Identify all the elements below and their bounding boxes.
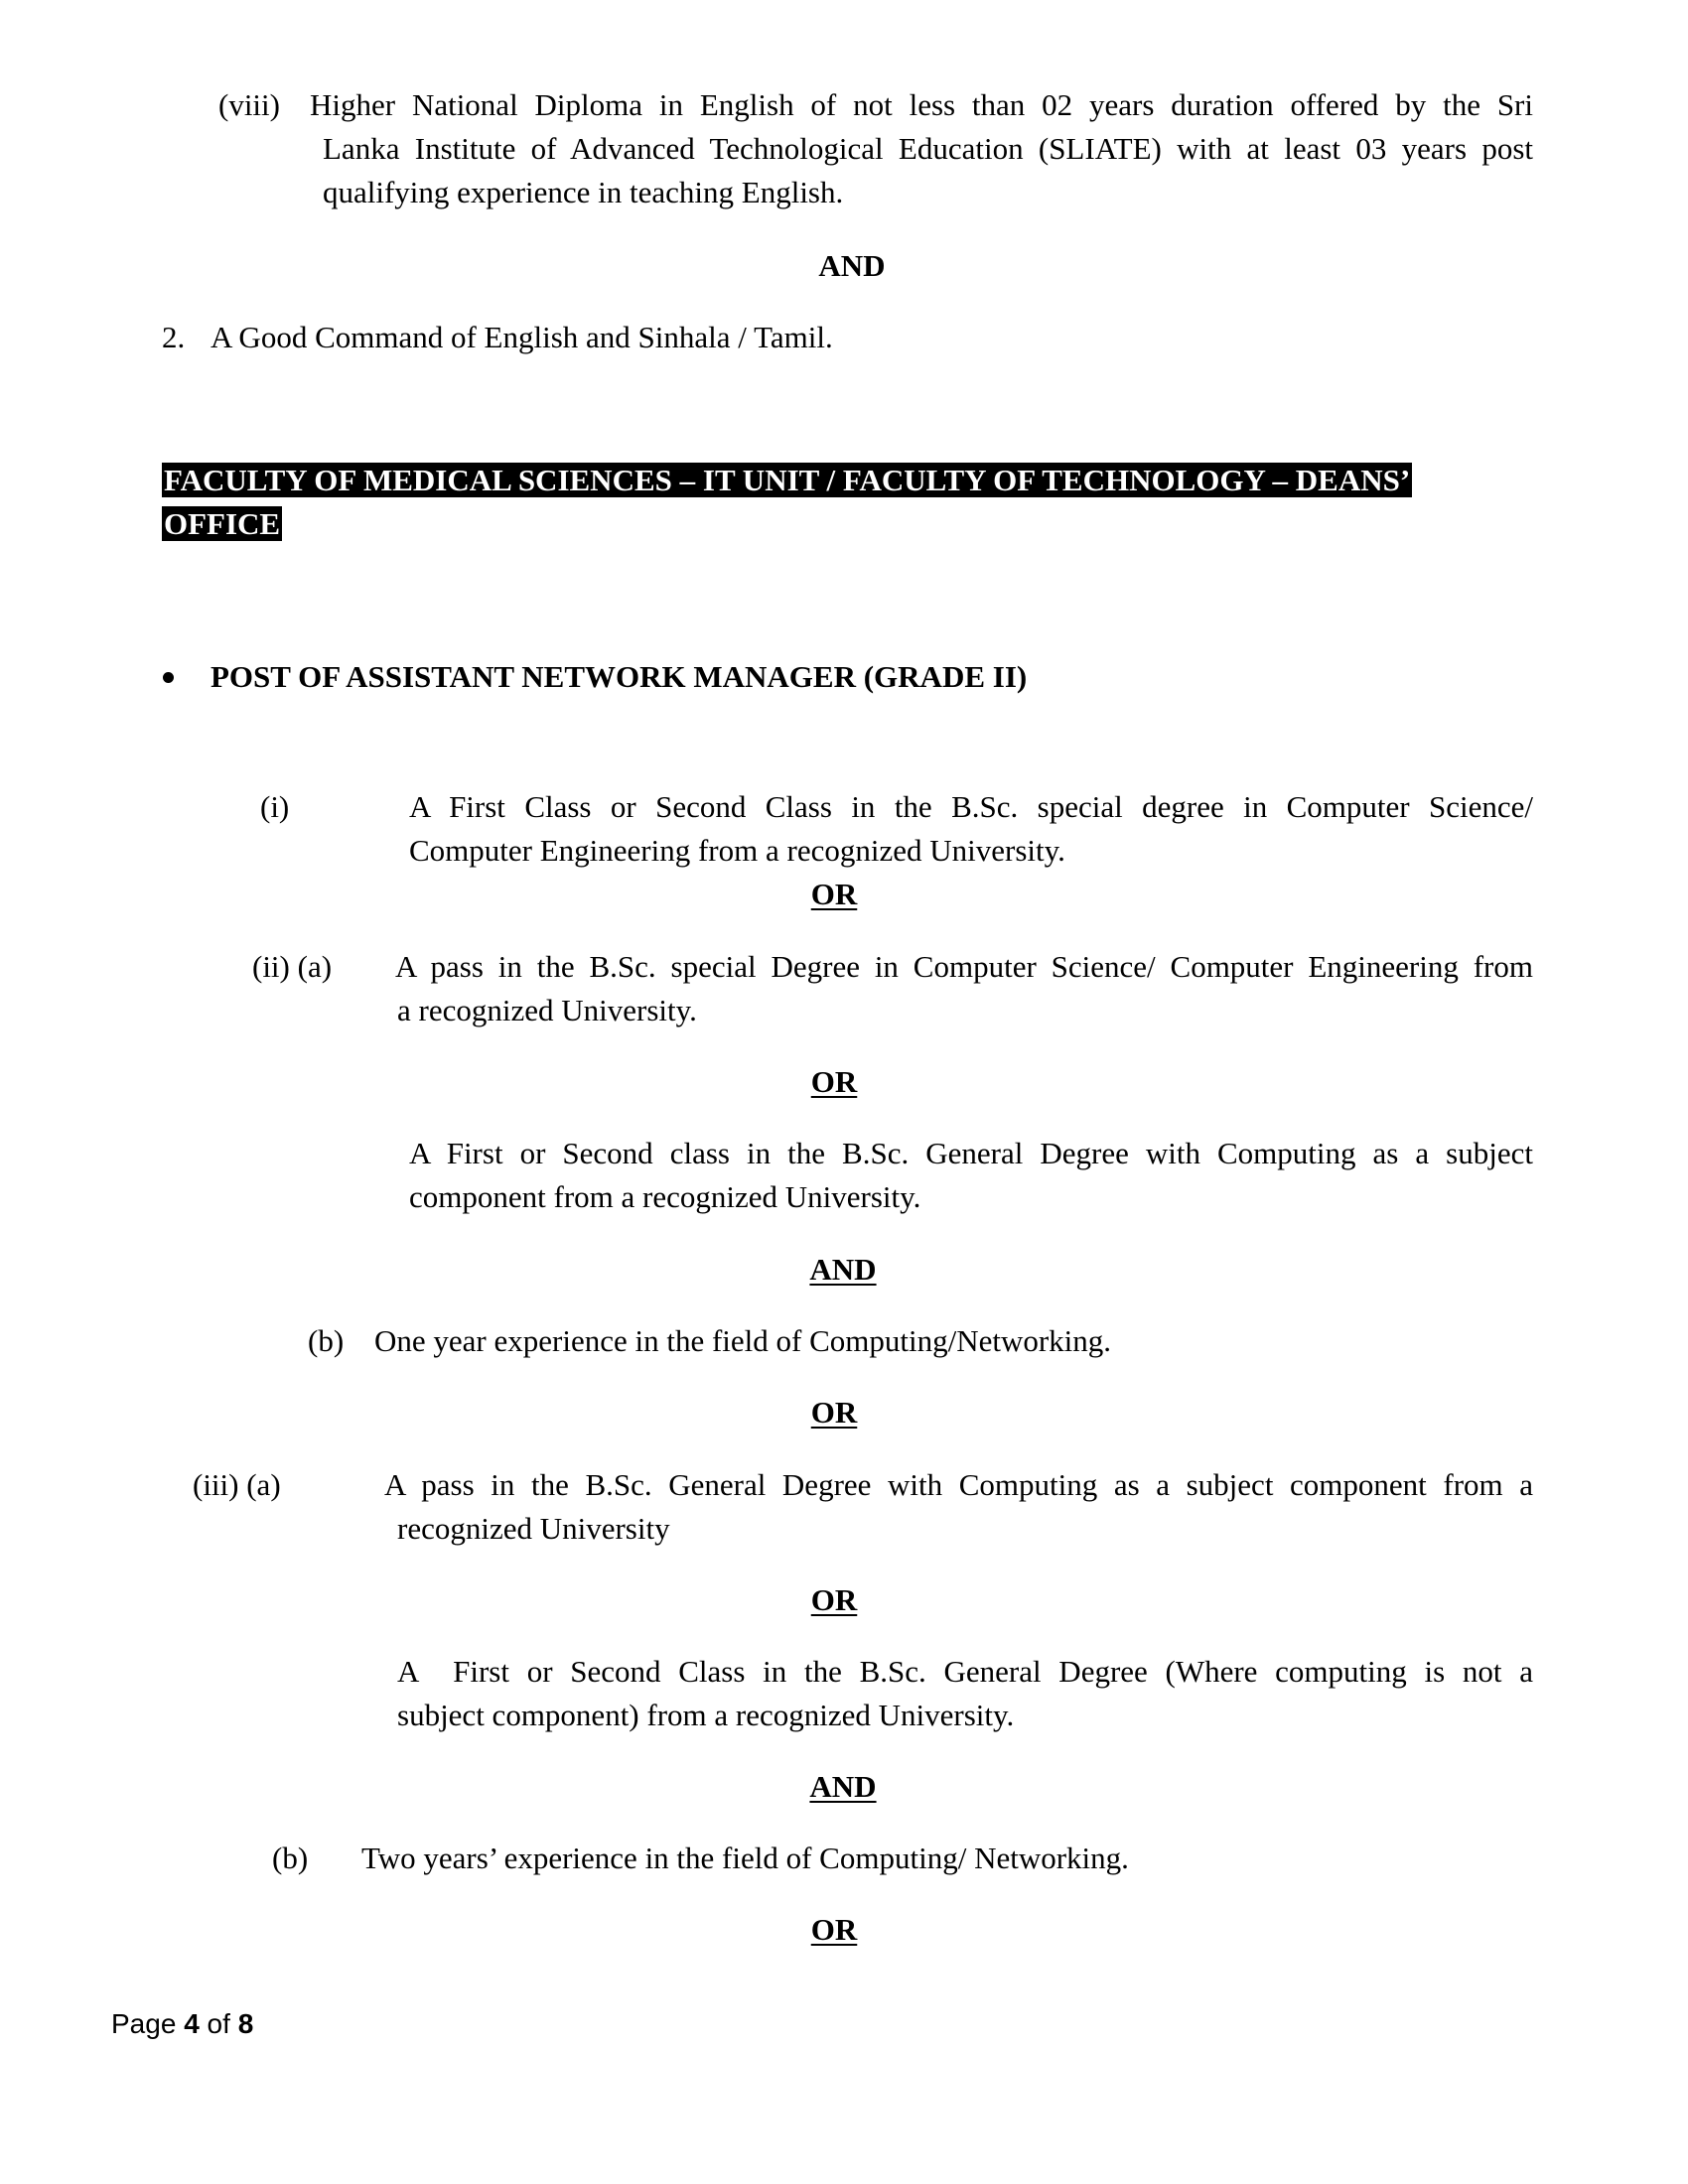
- post-title: POST OF ASSISTANT NETWORK MANAGER (GRADE II): [211, 659, 1028, 694]
- item-viii-label: (viii): [218, 87, 280, 122]
- section-heading-line1: [162, 459, 1412, 502]
- and-connector-3: AND: [809, 1769, 877, 1804]
- or-connector-1: OR: [810, 877, 858, 911]
- section-heading-line2: [162, 502, 282, 546]
- footer-current-page: 4: [184, 2008, 200, 2039]
- req-iii-a-label: (iii) (a): [193, 1467, 281, 1502]
- req-i-label: (i): [260, 789, 290, 824]
- or-connector-3: OR: [810, 1395, 858, 1430]
- req-iii-a-line2: recognized University: [397, 1511, 670, 1546]
- section-heading-line1-text: FACULTY OF MEDICAL SCIENCES – IT UNIT / FACULTY OF TECHNOLOGY – DEANS’: [164, 463, 1411, 497]
- req-iii-alt-line1: A First or Second Class in the B.Sc. General Degree (Where computing is not a: [397, 1654, 1533, 1689]
- section-heading-line2-text: OFFICE: [164, 506, 281, 541]
- req-iii-b-text: Two years’ experience in the field of Computing/ Networking.: [361, 1841, 1129, 1875]
- req-iii-a-line1: A pass in the B.Sc. General Degree with Computing as a subject component from a: [384, 1467, 1533, 1502]
- footer-page-word: Page: [111, 2008, 177, 2039]
- item-2-text: A Good Command of English and Sinhala / Tamil.: [211, 320, 833, 354]
- item-viii-line3: qualifying experience in teaching English.: [323, 175, 844, 209]
- item-viii-line2: Lanka Institute of Advanced Technological Education (SLIATE) with at least 03 years post: [323, 131, 1533, 166]
- req-ii-b-text: One year experience in the field of Computing/Networking.: [374, 1323, 1112, 1358]
- req-ii-alt-line1: A First or Second class in the B.Sc. General Degree with Computing as a subject: [409, 1136, 1533, 1170]
- req-iii-b-label: (b): [272, 1841, 309, 1875]
- and-connector-2: AND: [809, 1252, 877, 1287]
- page-footer: [111, 2007, 253, 2041]
- req-i-line1: A First Class or Second Class in the B.Sc. special degree in Computer Science/: [409, 789, 1533, 824]
- item-2-label: 2.: [162, 320, 186, 354]
- req-i-line2: Computer Engineering from a recognized University.: [409, 833, 1065, 868]
- bullet-icon: [163, 672, 174, 683]
- or-connector-2: OR: [810, 1064, 858, 1099]
- req-iii-alt-line2: subject component) from a recognized University.: [397, 1698, 1015, 1732]
- footer-total-pages: 8: [237, 2008, 254, 2039]
- req-ii-alt-line2: component from a recognized University.: [409, 1179, 921, 1214]
- footer-of-word: of: [207, 2008, 230, 2039]
- req-ii-a-line2: a recognized University.: [397, 993, 697, 1027]
- req-ii-a-label: (ii) (a): [252, 949, 333, 984]
- and-connector-1: AND: [818, 248, 886, 283]
- or-connector-4: OR: [810, 1582, 858, 1617]
- or-connector-5: OR: [810, 1912, 858, 1947]
- req-ii-b-label: (b): [308, 1323, 345, 1358]
- req-ii-a-line1: A pass in the B.Sc. special Degree in Computer Science/ Computer Engineering from: [395, 949, 1533, 984]
- item-viii-line1: Higher National Diploma in English of not less than 02 years duration offered by the Sri: [310, 87, 1533, 122]
